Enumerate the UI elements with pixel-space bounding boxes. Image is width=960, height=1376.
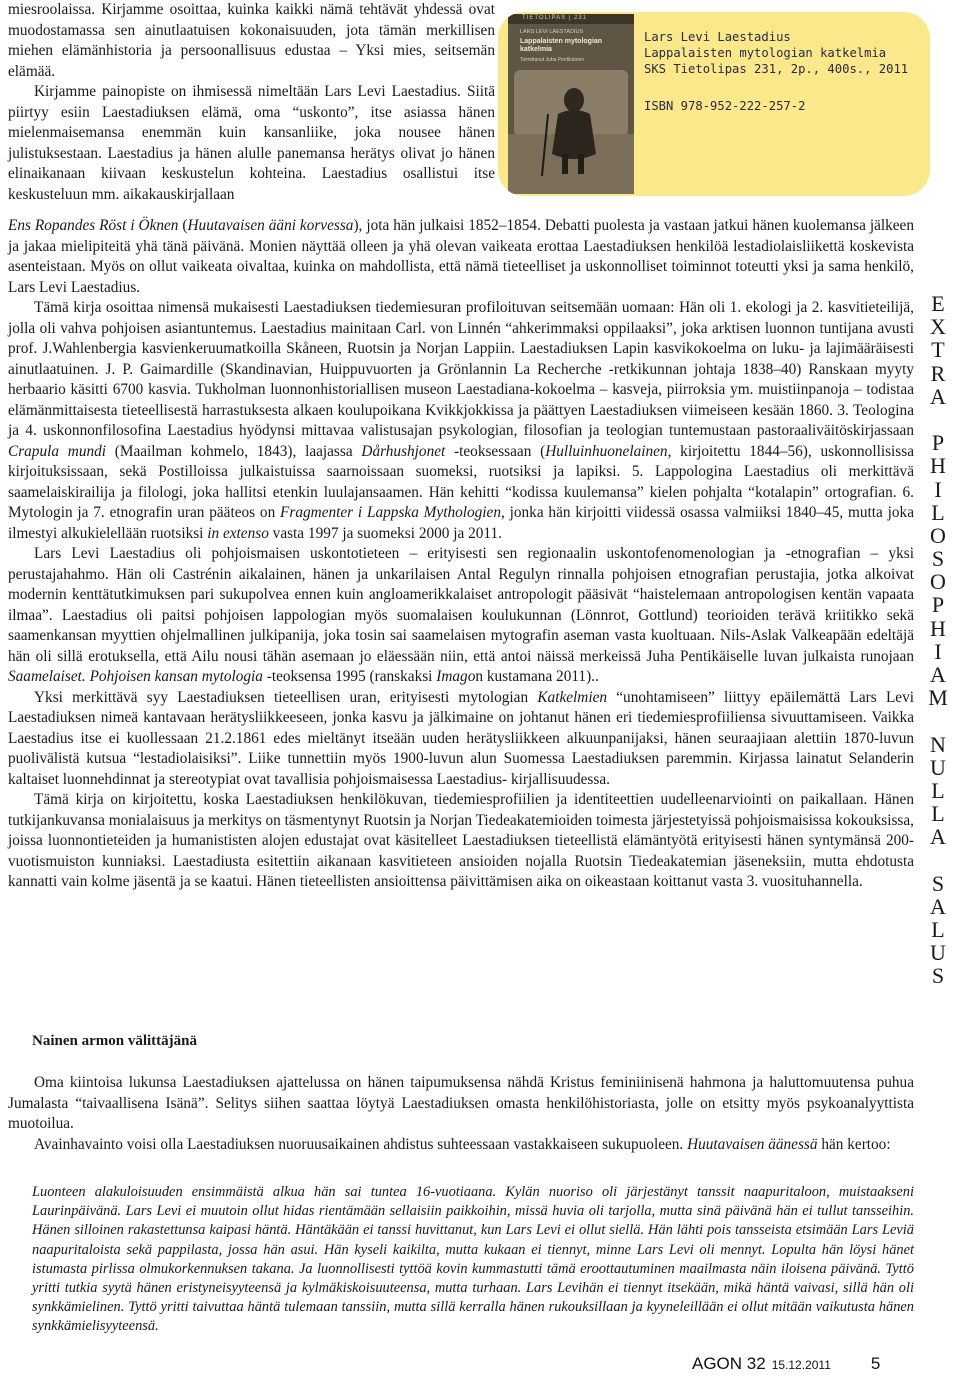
text-fragment: Lars Levi Laestadius oli pohjoismaisen uskontotieteen – erityisesti sen regionaalin uskontofenomenologian ja -etnografian – yksi perustajahahmo. Hän oli Castrénin aikalainen, hänen ja unkarilaisen Antal Regulyn rinnalla pohjoisen etnografian perustajia, jotka alkoivat modernin kenttätutkimuksen pari sukupolvea ennen kuin angloamerikkalaiset antropologit pääsivät “haistelemaan antropologisen kentän vapaata ilmaa”. Laestadius oli paitsi pohjoisen lappologian myös suomalaisen koulukunnan (Lönnrot, Gottlund) teorioiden terävä kriitikko sekä saamenkansan myyttien ohjelmallinen julkipanija, joka tosin sai saamelaisen mytografin aseman vasta kuoltuaan. Nils-Aslak Valkeapään edeltäjä hän oli sillä erotuksella, että Ailu nousi tähän asemaan jo eläessään niin, että antoi näissä merkeissä Juha Pentikäiselle luvan julkaista runojaan (8, 545, 914, 665)
slogan-letter: E (931, 291, 945, 316)
slogan-letter: L (931, 801, 945, 827)
book-author: Lars Levi Laestadius (644, 30, 791, 44)
book-info-box (498, 12, 930, 196)
slogan-letter: O (930, 522, 946, 548)
text-fragment: ( (178, 217, 188, 234)
title-darhushjonet: Dårhushjonet (361, 442, 446, 460)
page-number: 5 (870, 1354, 881, 1373)
slogan-letter: U (930, 754, 946, 780)
issue-date: 15.12.2011 (771, 1358, 831, 1372)
text-fragment: -teoksessaan ( (445, 442, 546, 460)
slogan-letter: L (931, 777, 945, 803)
main-paragraph-1 (8, 216, 914, 298)
slogan-letter: A (930, 893, 946, 919)
title-huutavaisen-aani: Huutavaisen ääni korvessa (187, 217, 354, 234)
title-fragmenter: Fragmenter i Lappska Mythologien (280, 504, 501, 521)
intro-line-1: miesroolaissa. Kirjamme osoittaa, kuinka kaikki nämä tehtävät yhdessä ovat muodostamassa sen ainutlaatuisen kokonaisuuden, jota tämän merkillisen miehen elämänhistoria ja persoonallisuus edustaa – Yksi mies, seitsemän elämää. (8, 1, 495, 80)
book-publisher: SKS Tietolipas 231, 2p., 400s., 2011 (644, 62, 909, 76)
title-ens-ropandes: Ens Ropandes Röst i Öknen (8, 217, 179, 234)
cover-author: LARS LEVI LAESTADIUS (520, 29, 584, 35)
cover-series: TIETOLIPAS | 231 (522, 15, 588, 21)
text-fragment: -teoksensa 1995 (ranskaksi (262, 668, 437, 685)
slogan-space (935, 709, 941, 732)
book-cover-image (508, 14, 634, 194)
text-fragment: , jonka hän kirjoitti viidessä osassa valmiiksi 1840–45, mutta joka ilmestyi alkukielellään ruotsiksi (8, 504, 914, 542)
section-2-paragraph-2 (8, 1135, 914, 1156)
text-fragment: Tämä kirja osoittaa nimensä mukaisesti Laestadiuksen tiedemiesuran profiloituvan seitsemään uomaan: Hän oli 1. ekologi ja 2. kasvitieteilijä, jolla oli vahva pohjoisen asiantuntemus. Laestadius mainitaan Carl. von Linnén “ahkerimmaksi oppilaaksi”, joka arktisen luonnon tuntijana avusti prof. J.Wahlenbergia kasvienkeruumatkoilla Skåneen, Ruotsin ja Norjan Lappiin. Laestadiuksen Lapin kasvikokoelma on luku- ja lajimääräisesti ainutlaatuinen. J. P. Gaimardille (Skandinavian, Huippuvuorten ja Grönlannin La Recherche -retkikunnan johtaja 1838–40) Ranskaan myyty herbaario käsitti 6700 kasvia. Tukholman luonnonhistoriallisen museon Laestadiana-kokoelma – kasveja, piirroksia ym. muistiinpanoja – todistaa elämänmittaisesta tieteellisestä harrastuksesta alkaen koulupoikana Kvikkjokkissa ja päättyen Laestadiuksen viimeiseen kesään 1860. 3. Teologina ja 4. uskonnonfilosofina Laestadius hyödynsi mittavaa valistusajan psykologian, filosofian ja teologian tuntemustaan pastoraaliväitöskirjassaan (8, 299, 914, 439)
text-fragment: ), jota hän julkaisi 1852–1854. Debatti puolesta ja vastaan jatkui hänen kuolemansa jälkeen ja jakaa mielipiteitä yhä tänä päivänä. Monien näyttää olleen ja yhä olevan vaikeata erottaa Laestadiuksen henkilöä lestadiolaisliikettä koskevista asenteistaan. Myös on ollut vaikeata oivaltaa, kuinka on mahdollista, että nämä tieteelliset ja uskonnolliset toiminnot toteutti yksi ja sama henkilö, Lars Levi Laestadius. (8, 217, 914, 296)
slogan-letter: X (930, 314, 946, 340)
main-paragraph-4 (8, 688, 914, 791)
title-huutavaisen-aanessa: Huutavaisen äänessä (687, 1135, 818, 1153)
title-katkelmien: Katkelmien (537, 688, 608, 706)
title-crapula-mundi: Crapula mundi (8, 442, 107, 460)
slogan-letter: I (934, 638, 942, 664)
slogan-letter: P (931, 430, 945, 456)
slogan-letter: L (931, 917, 945, 943)
slogan-letter: M (928, 685, 948, 711)
cover-title: Lappalaisten mytologian katkelmia (520, 38, 603, 53)
slogan-letter: A (930, 662, 946, 687)
section-2-body (8, 1073, 914, 1155)
text-fragment: n kustamana 2011).. (475, 668, 599, 685)
slogan-space (935, 849, 941, 872)
main-paragraph-3 (8, 544, 914, 688)
intro-text (8, 0, 495, 205)
slogan-letter: R (930, 360, 946, 386)
text-fragment: Yksi merkittävä syy Laestadiuksen tieteellisen uran, erityisesti mytologian (34, 688, 538, 706)
slogan-space (935, 408, 941, 431)
slogan-letter: O (930, 569, 946, 595)
slogan-letter: S (931, 546, 945, 572)
term-in-extenso: in extenso (207, 524, 269, 542)
block-quote: Luonteen alakuloisuuden ensimmäistä alkua hän sai tuntea 16-vuotiaana. Kylän nuoriso oli järjestänyt tanssit naapuritaloon, muistaakseni Laurinpäivänä. Lars Levi ei muutoin ollut hidas rientämään sellaisiin paikkoihin, missä huvia oli tarjolla, mutta sinä päivänä hän ei tullut tansseihin. Hänen silloinen rakastettunsa kaipasi häntä. Häntäkään ei tanssi huvittanut, kun Lars Levi ei ollut siellä. Hän lähti pois tansseista etsimään Lars Leviä naapuritaloista sekä pappilasta, jossa hän asui. Hän kyseli kaikilta, mutta kukaan ei tiennyt, minne Lars Levi oli mennyt. Lopulta hän löysi hänet istumasta pirlissa olmukorkennuksen takana. Ja luonnollisesti tyttöä kovin kummastutti tämä eroottautuminen maailmasta näin iloisena päivänä. Tyttö yritti tutkia syytä hänen eristyneisyyteensä ja kylmäkiskoisuuteensa, mutta turhaan. Lars Levihän ei tiennyt itsekään, mikä häntä vaivasi, sillä hän oli synkkämielinen. Tyttö yritti taivuttaa häntä tulemaan tanssiin, mutta sillä kerralla hänen rukouksillaan ja kyyneleillään ei ollut mitään vaikutusta hänen synkkämielisyyteensä. (32, 1184, 914, 1335)
main-paragraph-5: Tämä kirja on kirjoitettu, koska Laestadiuksen henkilökuvan, tiedemiesprofiilien ja identiteettien uudelleenarviointi on paikallaan. Hänen tutkijankuvansa monialaisuus ja merkitys on täsmentynyt Ruotsin ja Norjan Tiedeakatemioiden toimesta järjestetyissä pohjoismaisissa kokouksissa, joissa luonnontieteiden ja humanististen alojen edustajat ovat käsitelleet Laestadiuksen tieteellistä elämäntyötä erityisesti hänen syntymänsä 200-vuotismuiston kunniaksi. Laestadiusta esitettiin aikanaan kasvitieteen ansioiden nojalla Ruotsin Tiedeakatemian jäseneksiin, mutta ehdotusta kannatti vain kolme jäsentä ja se kaatui. Hänen tieteellisten ansioittensa päivittämisen aika on oikeastaan koittanut vasta 3. vuosituhannella. (8, 791, 914, 890)
section-heading: Nainen armon välittäjänä (32, 1033, 197, 1049)
slogan-letter: H (930, 453, 946, 479)
slogan-letter: S (931, 963, 945, 989)
text-fragment: vasta 1997 ja suomeksi 2000 ja 2011. (268, 524, 502, 542)
text-fragment: “unohtamiseen” liittyy epäilemättä Lars Levi Laestadiuksen nimeä kantavaan herätysliikkeeseen, jonka kasvu ja jälkimaine on johtanut hänen eri tiedemiesprofiiliensa sivuuttamiseen. Vaikka Laestadius itse ei kuollessaan 21.2.1861 edes mieltänyt itseään uuden herätysliikkeen alkuunpanijaksi, hänen seuraajiaan alettiin 1870-luvun puolivälistä kutsua “lestadiolaisiksi”. Liike tunnettiin myös 1900-luvun alun Suomessa Laestadiuksen paremmin. Kirjassa lainatut Selanderin kaltaiset luonnehdinnat ja stereotypiat ovat tavallisia pohjoismaisessa Laestadius- kirjallisuudessa. (8, 688, 914, 788)
publisher-imago: Imago (436, 668, 476, 685)
vertical-slogan (918, 292, 958, 1162)
slogan-letter: S (931, 870, 945, 896)
section-2-paragraph-1: Oma kiintoisa lukunsa Laestadiuksen ajattelussa on hänen taipumuksensa nähdä Kristus feminiinisenä hahmona ja haluttomuutensa puhua Jumalasta “taivaallisena Isänä”. Selitys siihen saattaa löytyä Laestadiuksen omasta henkilöhistoriasta, jolle on etsitty myös psykoanalyyttista muotoilua. (8, 1074, 914, 1132)
main-article-body (8, 216, 914, 893)
main-paragraph-2 (8, 298, 914, 544)
slogan-letter: U (930, 940, 946, 966)
cover-figure-illustration (508, 14, 634, 194)
text-fragment: hän kertoo: (817, 1135, 891, 1153)
book-isbn: ISBN 978-952-222-257-2 (644, 99, 806, 113)
text-fragment: , kirjoitettu 1844–56), uskonnollisissa kirjoituksissaan, sekä Postilloissa julkaistuissa saarnoissaan suomeksi, ruotsiksi ja lapiksi. 5. Lappologina Laestadius oli merkittävä saamelaiskirailija ja filologi, joka hallitsi etenkin luulajansaamen. Hän kehitti “kodissa kuulemansa” kielen pohjalta “kotalapin” ortografian. 6. Mytologin ja 7. etnografin uran pääteos on (8, 442, 914, 521)
slogan-letter: H (930, 615, 946, 641)
title-saamelaiset: Saamelaiset. Pohjoisen kansan mytologia (8, 668, 263, 685)
text-fragment: (Maailman kohmelo, 1843), laajassa (106, 442, 362, 460)
intro-paragraph-2: Kirjamme painopiste on ihmisessä nimeltään Lars Levi Laestadius. Siitä piirtyy esiin Laestadiuksen elämä, oma “uskonto”, itse asiassa hänen mielenmaisemansa enemmän kuin kansanliike, joka nousee hänen julistuksestaan. Laestadius ja hänen alulle panemansa herätys olivat jo hänen elinaikanaan kiivaan keskustelun kohteina. Laestadius osallistui itse keskusteluun mm. aikakauskirjallaan (8, 83, 495, 203)
slogan-letter: I (934, 476, 942, 502)
slogan-letter: T (931, 337, 945, 363)
page-footer (692, 1354, 880, 1374)
text-fragment: Avainhavainto voisi olla Laestadiuksen nuoruusaikainen ahdistus suhteessaan vastakkaiseen sukupuoleen. (34, 1135, 688, 1153)
slogan-letter: A (930, 824, 946, 850)
book-title: Lappalaisten mytologian katkelmia (644, 46, 887, 60)
slogan-letter: N (930, 731, 946, 757)
title-hulluinhuonelainen: Hulluinhuonelainen (545, 442, 668, 460)
slogan-letter: P (931, 592, 945, 618)
slogan-letter: A (930, 383, 946, 409)
cover-subtitle: Toimittanut Juha Pentikäinen (520, 57, 584, 63)
slogan-letter: L (931, 499, 945, 525)
magazine-name: AGON 32 (692, 1354, 766, 1373)
